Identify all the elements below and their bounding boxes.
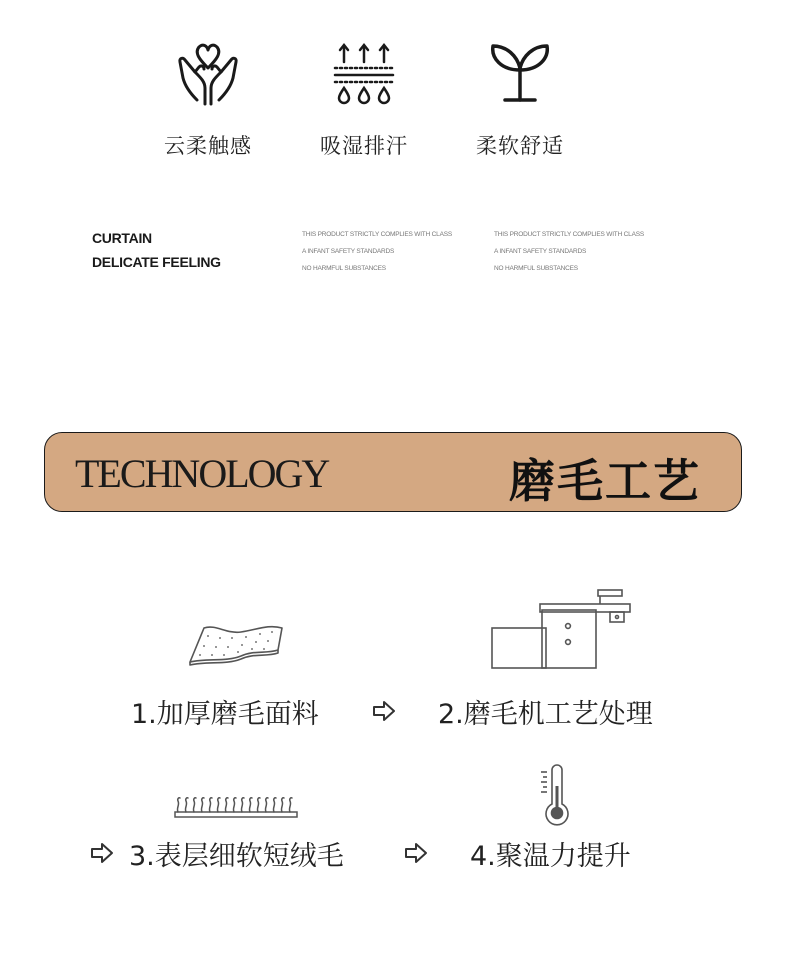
compliance-line: NO HARMFUL SUBSTANCES [494, 265, 578, 272]
moisture-wicking-icon [329, 38, 399, 108]
compliance-line: NO HARMFUL SUBSTANCES [302, 265, 386, 272]
arrow-right-icon [90, 842, 114, 864]
feature-label: 柔软舒适 [476, 134, 564, 158]
feature-label: 吸湿排汗 [320, 134, 408, 158]
sprout-icon [485, 38, 555, 108]
feature-moisture-wicking [299, 38, 429, 160]
curtain-line: DELICATE FEELING [92, 254, 221, 270]
compliance-text [494, 226, 644, 277]
technology-banner [44, 432, 742, 512]
machine-icon [490, 586, 634, 670]
compliance-line: A INFANT SAFETY STANDARDS [302, 248, 395, 255]
fabric-icon [186, 622, 286, 668]
compliance-line: THIS PRODUCT STRICTLY COMPLIES WITH CLASS [494, 231, 644, 238]
thermometer-icon [537, 764, 573, 828]
step-label: 3.表层细软短绒毛 [129, 841, 344, 872]
compliance-line: A INFANT SAFETY STANDARDS [494, 248, 587, 255]
compliance-line: THIS PRODUCT STRICTLY COMPLIES WITH CLASS [302, 231, 452, 238]
arrow-right-icon [372, 700, 396, 722]
banner-chinese-title: 磨毛工艺 [509, 454, 701, 508]
step-label: 2.磨毛机工艺处理 [438, 699, 653, 730]
banner-english-title: TECHNOLOGY [75, 451, 329, 496]
feature-cloud-soft [143, 38, 273, 160]
heart-hands-icon [173, 38, 243, 108]
curtain-heading [92, 226, 221, 274]
step-label: 1.加厚磨毛面料 [131, 699, 319, 730]
feature-soft-comfort [455, 38, 585, 160]
step-label: 4.聚温力提升 [470, 841, 631, 872]
fibers-icon [174, 795, 298, 819]
compliance-text [302, 226, 452, 277]
feature-label: 云柔触感 [164, 134, 252, 158]
curtain-line: CURTAIN [92, 230, 152, 246]
arrow-right-icon [404, 842, 428, 864]
